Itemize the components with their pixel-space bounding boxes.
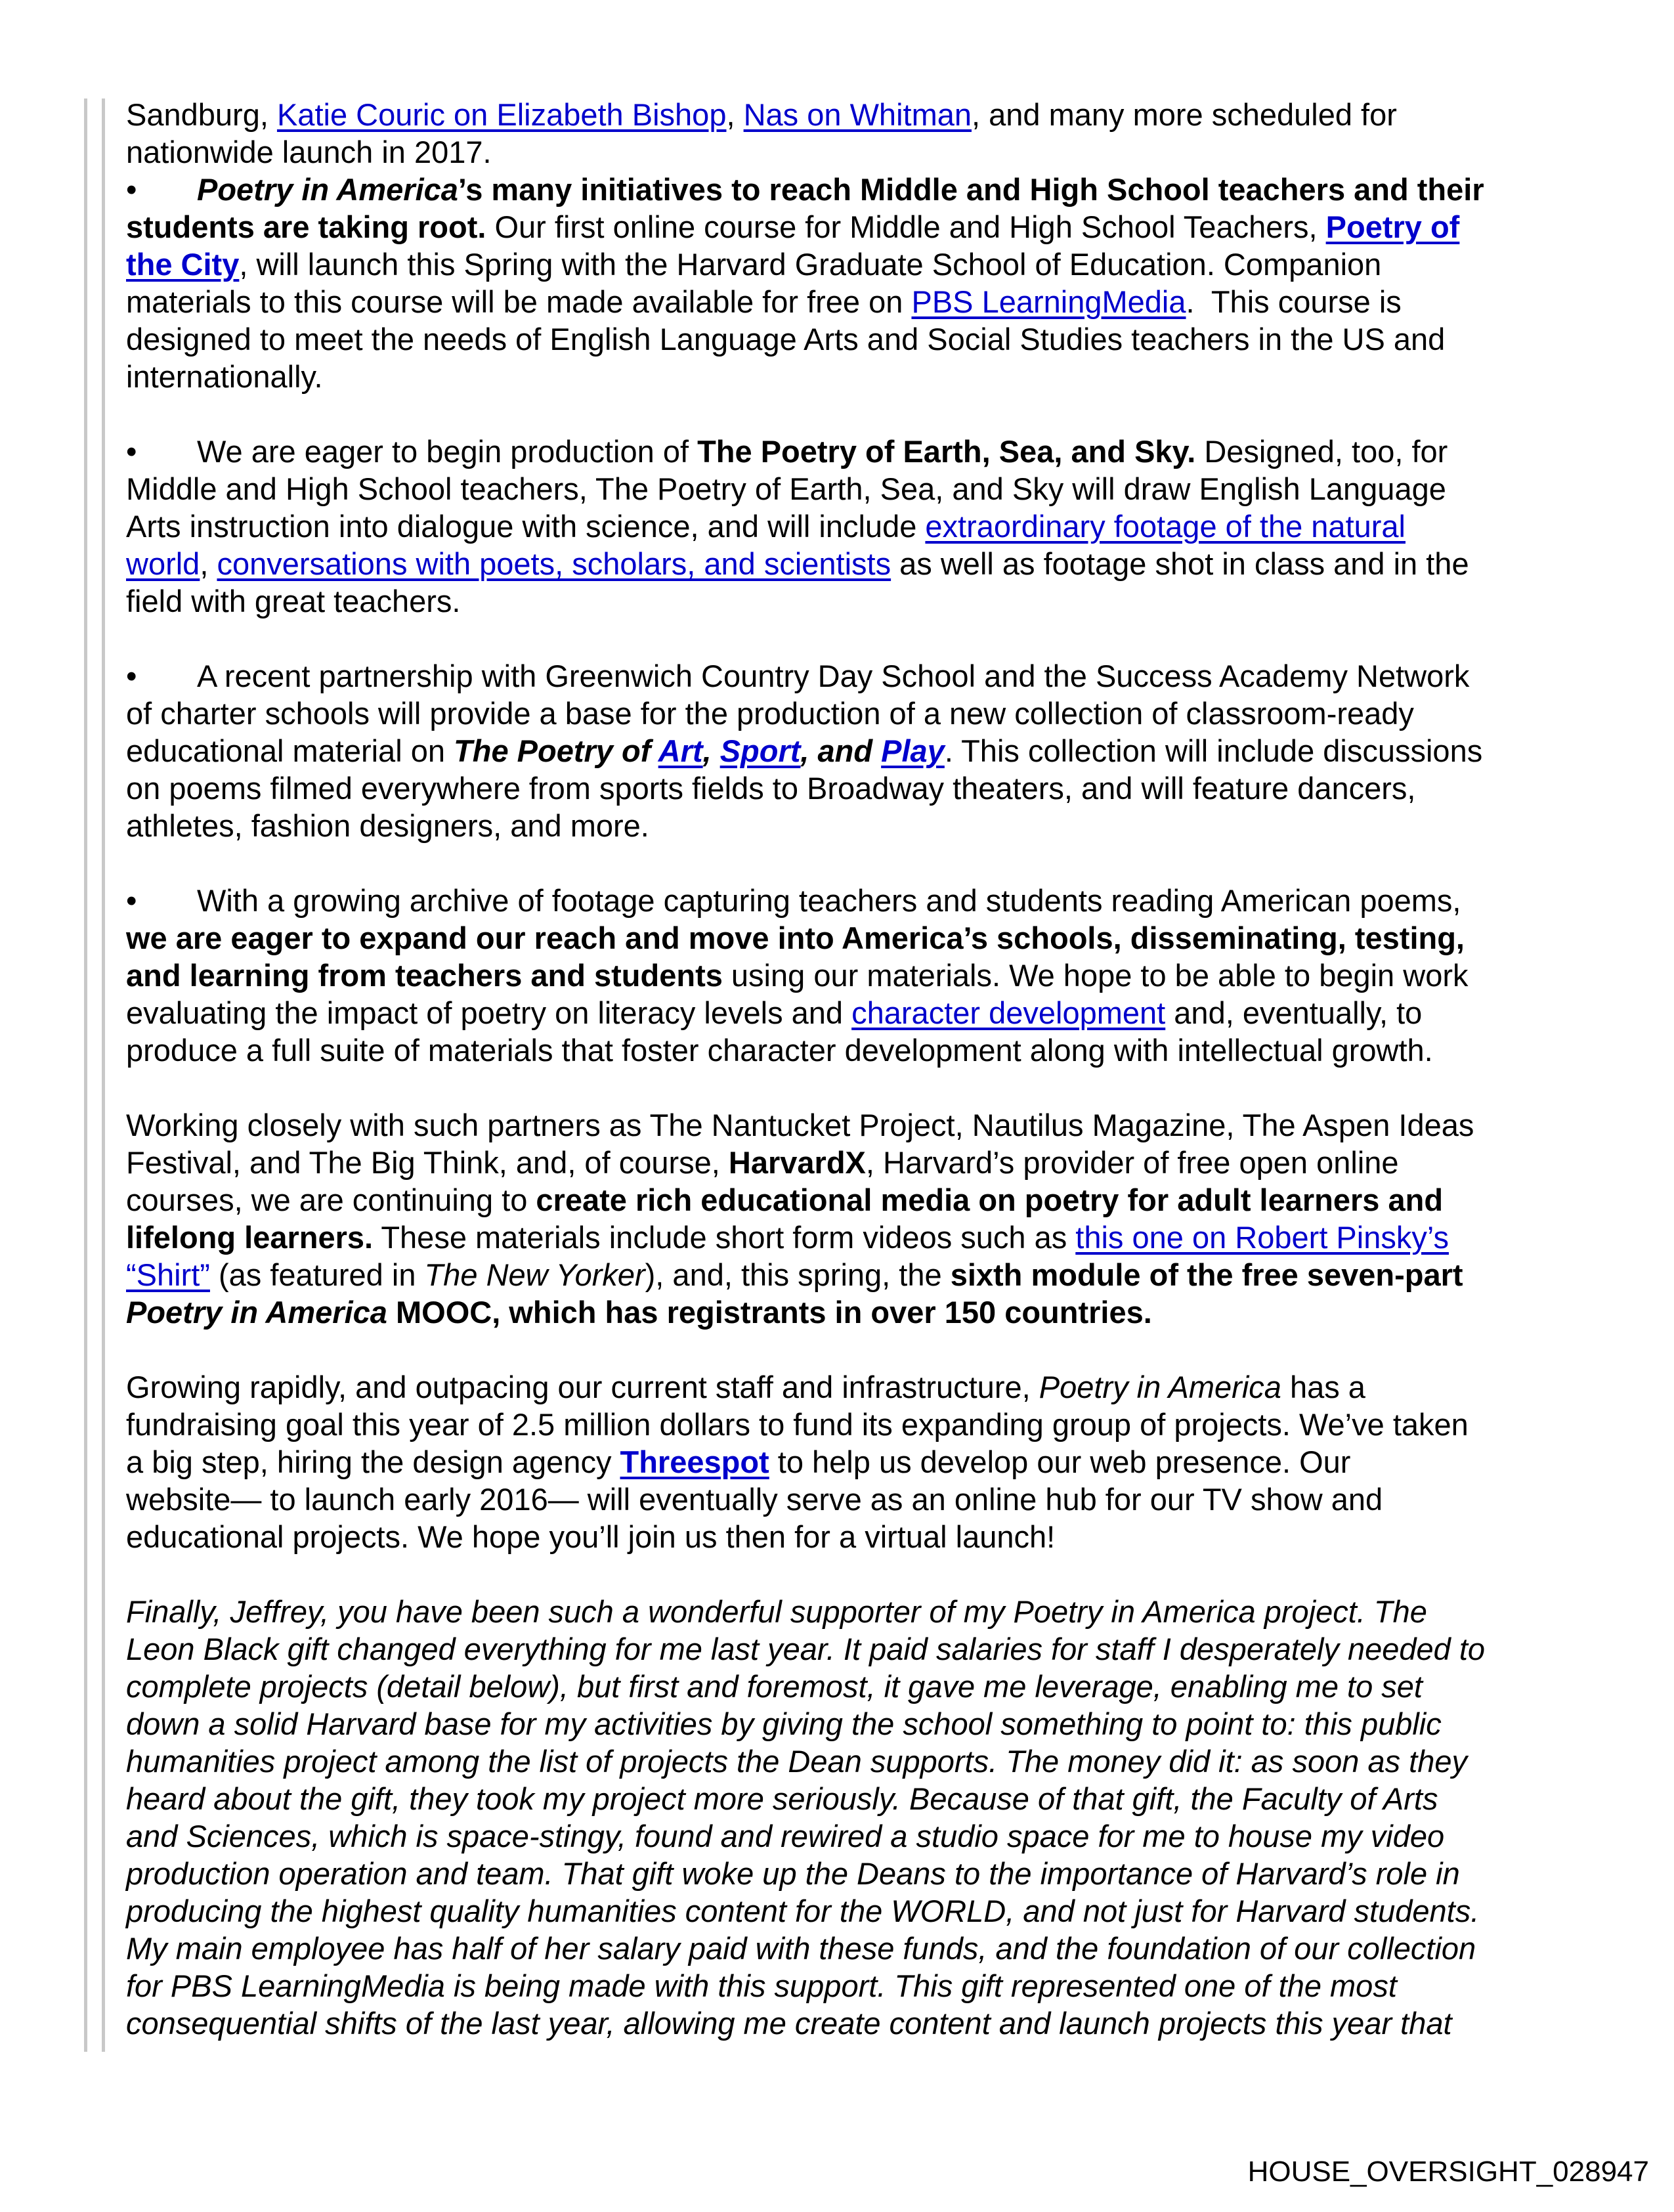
text-line [126, 882, 1583, 919]
text-line [126, 1106, 1583, 1144]
text-run: With a growing archive of footage capturing teachers and students reading American poems, [197, 883, 1461, 918]
text-line [126, 1219, 1583, 1256]
text-run: designed to meet the needs of English Language Arts and Social Studies teachers in the US and [126, 322, 1446, 357]
text-line [126, 957, 1583, 994]
text-run: complete projects (detail below), but first and foremost, it gave me leverage, enabling me to set [126, 1669, 1423, 1704]
hyperlink[interactable]: this one on Robert Pinsky’s [1075, 1220, 1449, 1255]
text-line [126, 1593, 1583, 1630]
hyperlink[interactable]: “Shirt” [126, 1257, 210, 1292]
text-run: and learning from teachers and students [126, 958, 723, 993]
text-run: of charter schools will provide a base for the production of a new collection of classroom-ready [126, 696, 1414, 731]
text-run: Poetry in America [1039, 1370, 1281, 1404]
text-line [126, 1705, 1583, 1743]
text-run: , [726, 97, 744, 132]
text-run: production operation and team. That gift woke up the Deans to the importance of Harvard’s role in [126, 1856, 1460, 1891]
text-run: create rich educational media on poetry for adult learners and [536, 1182, 1444, 1217]
quote-margin-bar-outer [84, 98, 87, 2052]
text-line [126, 1892, 1583, 1930]
text-run: educational projects. We hope you’ll join us then for a virtual launch! [126, 1519, 1056, 1554]
text-run: The New Yorker [424, 1257, 645, 1292]
text-line [126, 545, 1583, 582]
text-run: fundraising goal this year of 2.5 million dollars to fund its expanding group of projects. We’ve taken [126, 1407, 1469, 1442]
text-line [126, 732, 1583, 770]
text-run: My main employee has half of her salary paid with these funds, and the foundation of our collection [126, 1931, 1476, 1966]
text-line [126, 1817, 1583, 1855]
text-run: . This collection will include discussions [944, 733, 1483, 768]
bullet-icon: • [126, 172, 137, 207]
text-run: We are eager to begin production of [197, 434, 698, 469]
text-run: heard about the gift, they took my project more seriously. Because of that gift, the Faculty of Arts [126, 1781, 1438, 1816]
text-run: students are taking root. [126, 209, 486, 244]
text-run: to help us develop our web presence. Our [769, 1444, 1351, 1479]
text-run: Arts instruction into dialogue with science, and will include [126, 509, 926, 544]
text-run: Poetry in America [197, 172, 458, 207]
text-line [126, 2005, 1583, 2042]
text-run: produce a full suite of materials that foster character development along with intellectual growth. [126, 1033, 1433, 1068]
text-run: and Sciences, which is space-stingy, found and rewired a studio space for me to house my video [126, 1819, 1445, 1854]
text-run: on poems filmed everywhere from sports fields to Broadway theaters, and will feature dancers, [126, 771, 1416, 806]
text-line [126, 358, 1583, 395]
paragraph-spacer [126, 395, 1583, 433]
text-run: ), and, this spring, the [645, 1257, 951, 1292]
text-line [126, 582, 1583, 620]
text-line [126, 1256, 1583, 1293]
text-line [126, 1668, 1583, 1705]
text-run: , Harvard’s provider of free open online [865, 1145, 1399, 1180]
text-line [126, 208, 1583, 246]
text-run: These materials include short form videos such as [373, 1220, 1076, 1255]
text-run: as well as footage shot in class and in the [891, 546, 1469, 581]
document-body [126, 96, 1583, 2042]
text-run: materials to this course will be made available for free on [126, 284, 912, 319]
text-line [126, 1406, 1583, 1443]
text-run: courses, we are continuing to [126, 1182, 536, 1217]
text-run: The Poetry of [454, 733, 658, 768]
text-run: a big step, hiring the design agency [126, 1444, 620, 1479]
bullet-icon: • [126, 883, 137, 918]
paragraph-spacer [126, 1069, 1583, 1106]
text-run: , [200, 546, 217, 581]
text-run: Poetry in America [126, 1295, 387, 1330]
hyperlink[interactable]: Threespot [620, 1444, 769, 1479]
paragraph-spacer [126, 620, 1583, 657]
text-run: we are eager to expand our reach and move into America’s schools, disseminating, testing, [126, 921, 1465, 955]
text-run: Growing rapidly, and outpacing our current staff and infrastructure, [126, 1370, 1039, 1404]
text-run: The Poetry of Earth, Sea, and Sky. [697, 434, 1196, 469]
text-line [126, 246, 1583, 283]
bates-stamp: HOUSE_OVERSIGHT_028947 [1247, 2156, 1649, 2188]
text-line [126, 657, 1583, 695]
bullet-icon: • [126, 659, 137, 693]
text-line [126, 1630, 1583, 1668]
text-line [126, 1293, 1583, 1331]
text-run: A recent partnership with Greenwich Country Day School and the Success Academy Network [197, 659, 1470, 693]
text-run: Festival, and The Big Think, and, of course, [126, 1145, 729, 1180]
text-line [126, 1443, 1583, 1481]
text-run: Sandburg, [126, 97, 277, 132]
text-line [126, 1031, 1583, 1069]
text-line [126, 1518, 1583, 1555]
text-line [126, 1181, 1583, 1219]
text-run: field with great teachers. [126, 584, 461, 618]
text-run: Leon Black gift changed everything for me last year. It paid salaries for staff I desperately needed to [126, 1632, 1486, 1666]
text-line [126, 1368, 1583, 1406]
text-run: , [702, 733, 720, 768]
hyperlink[interactable]: PBS LearningMedia [911, 284, 1186, 319]
text-line [126, 283, 1583, 320]
paragraph-spacer [126, 1555, 1583, 1593]
text-line [126, 1930, 1583, 1967]
text-run: educational material on [126, 733, 454, 768]
text-run: MOOC, which has registrants in over 150 countries. [387, 1295, 1152, 1330]
hyperlink[interactable]: Katie Couric on Elizabeth Bishop [276, 97, 727, 132]
paragraph-spacer [126, 1331, 1583, 1368]
text-run: evaluating the impact of poetry on literacy levels and [126, 995, 852, 1030]
text-line [126, 1855, 1583, 1892]
text-run: for PBS LearningMedia is being made with this support. This gift represented one of the most [126, 1968, 1397, 2003]
text-run: internationally. [126, 359, 323, 394]
text-line [126, 770, 1583, 807]
text-line [126, 171, 1583, 208]
text-line [126, 320, 1583, 358]
text-line [126, 1144, 1583, 1181]
text-run: website— to launch early 2016— will eventually serve as an online hub for our TV show and [126, 1482, 1383, 1517]
text-line [126, 807, 1583, 844]
text-run: , and many more scheduled for [972, 97, 1397, 132]
text-run: humanities project among the list of projects the Dean supports. The money did it: as soon as they [126, 1744, 1467, 1779]
hyperlink[interactable]: character development [851, 995, 1166, 1030]
text-run: has a [1281, 1370, 1365, 1404]
text-run: HarvardX [728, 1145, 866, 1180]
text-run: ’s many initiatives to reach Middle and High School teachers and their [458, 172, 1484, 207]
hyperlink[interactable]: Sport [719, 733, 801, 768]
text-run: and, eventually, to [1165, 995, 1423, 1030]
text-line [126, 1481, 1583, 1518]
text-run: lifelong learners. [126, 1220, 374, 1255]
hyperlink[interactable]: Play [881, 733, 945, 768]
paragraph-spacer [126, 844, 1583, 882]
hyperlink[interactable]: Nas on Whitman [743, 97, 972, 132]
hyperlink[interactable]: extraordinary footage of the natural [925, 509, 1406, 544]
text-run: Our first online course for Middle and High School Teachers, [486, 209, 1326, 244]
text-line [126, 919, 1583, 957]
text-run: . This course is [1186, 284, 1402, 319]
text-run: Finally, Jeffrey, you have been such a wonderful supporter of my Poetry in America project. The [126, 1594, 1427, 1629]
text-run: Designed, too, for [1195, 434, 1448, 469]
text-line [126, 1743, 1583, 1780]
text-line [126, 470, 1583, 508]
text-run: athletes, fashion designers, and more. [126, 808, 649, 843]
text-run: nationwide launch in 2017. [126, 135, 492, 169]
text-run: Middle and High School teachers, The Poetry of Earth, Sea, and Sky will draw English Language [126, 471, 1446, 506]
text-line [126, 433, 1583, 470]
quote-margin-bar-inner [102, 98, 105, 2052]
text-line [126, 1780, 1583, 1817]
bullet-icon: • [126, 434, 137, 469]
text-run: down a solid Harvard base for my activities by giving the school something to point to: this public [126, 1706, 1442, 1741]
text-line [126, 994, 1583, 1031]
hyperlink[interactable]: Art [658, 733, 703, 768]
text-line [126, 695, 1583, 732]
text-run: consequential shifts of the last year, allowing me create content and launch projects this year that [126, 2006, 1452, 2041]
text-run: producing the highest quality humanities content for the WORLD, and not just for Harvard students. [126, 1894, 1480, 1928]
text-run: (as featured in [209, 1257, 425, 1292]
text-line [126, 1967, 1583, 2005]
hyperlink[interactable]: the City [126, 247, 240, 282]
text-line [126, 133, 1583, 171]
text-run: Working closely with such partners as The Nantucket Project, Nautilus Magazine, The Aspen Ideas [126, 1108, 1474, 1142]
hyperlink[interactable]: conversations with poets, scholars, and scientists [217, 546, 891, 581]
text-run: , and [800, 733, 882, 768]
hyperlink[interactable]: world [126, 546, 200, 581]
text-run: sixth module of the free seven-part [950, 1257, 1463, 1292]
text-line [126, 96, 1583, 133]
hyperlink[interactable]: Poetry of [1325, 209, 1460, 244]
text-line [126, 508, 1583, 545]
text-run: using our materials. We hope to be able to begin work [722, 958, 1469, 993]
text-run: , will launch this Spring with the Harvard Graduate School of Education. Companion [239, 247, 1382, 282]
